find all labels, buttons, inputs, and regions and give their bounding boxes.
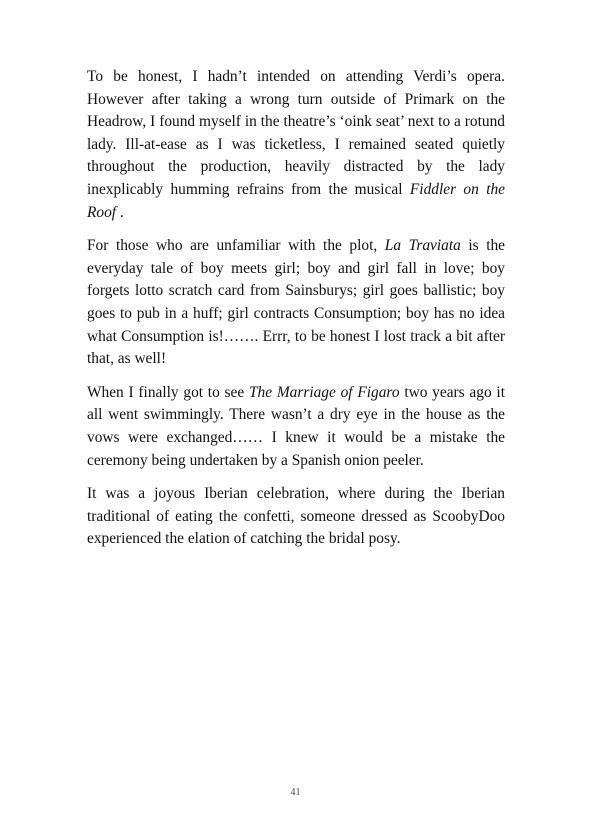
page-number: 41	[290, 787, 301, 798]
paragraph-text: two years ago it all went swimmingly. There wasn’t a dry eye in the house as the vows were exchanged…… I knew it would be a mistake the ceremony being undertaken by a Spanish onion peeler.	[87, 383, 505, 469]
paragraph-text: .	[116, 203, 124, 221]
paragraph-text: It was a joyous Iberian celebration, where during the Iberian traditional of eating the confetti, someone dressed as ScoobyDoo experienced the elation of catching the bridal posy.	[87, 485, 505, 548]
paragraph-3	[87, 382, 505, 472]
title-la-traviata: La Traviata	[384, 237, 461, 255]
paragraph-text: When I finally got to see	[87, 383, 249, 401]
paragraph-text: To be honest, I hadn’t intended on attending Verdi’s opera. However after taking a wrong turn outside of Primark on the Headrow, I found myself in the theatre’s ‘oink seat’ next to a rotund lady. Ill-at-ease as I was ticketless, I remained seated quietly throughout the production, heavily distracted by the lady inexplicably humming refrains from the musical	[87, 68, 505, 198]
paragraph-text: For those who are unfamiliar with the plot,	[87, 237, 385, 255]
paragraph-2	[87, 235, 505, 371]
title-marriage-of-figaro: The Marriage of Figaro	[248, 383, 400, 401]
paragraph-1	[87, 66, 505, 224]
title-fiddler-on-the-roof: Fiddler on the Roof	[87, 180, 505, 221]
paragraph-4	[87, 483, 505, 551]
paragraph-text: is the everyday tale of boy meets girl; boy and girl fall in love; boy forgets lotto scratch card from Sainsburys; girl goes ballistic; boy goes to pub in a huff; girl contracts Consumption; boy has no idea what Consumption is!……. Errr, to be honest I lost track a bit after that, as well!	[87, 237, 506, 368]
body-text	[87, 66, 505, 562]
